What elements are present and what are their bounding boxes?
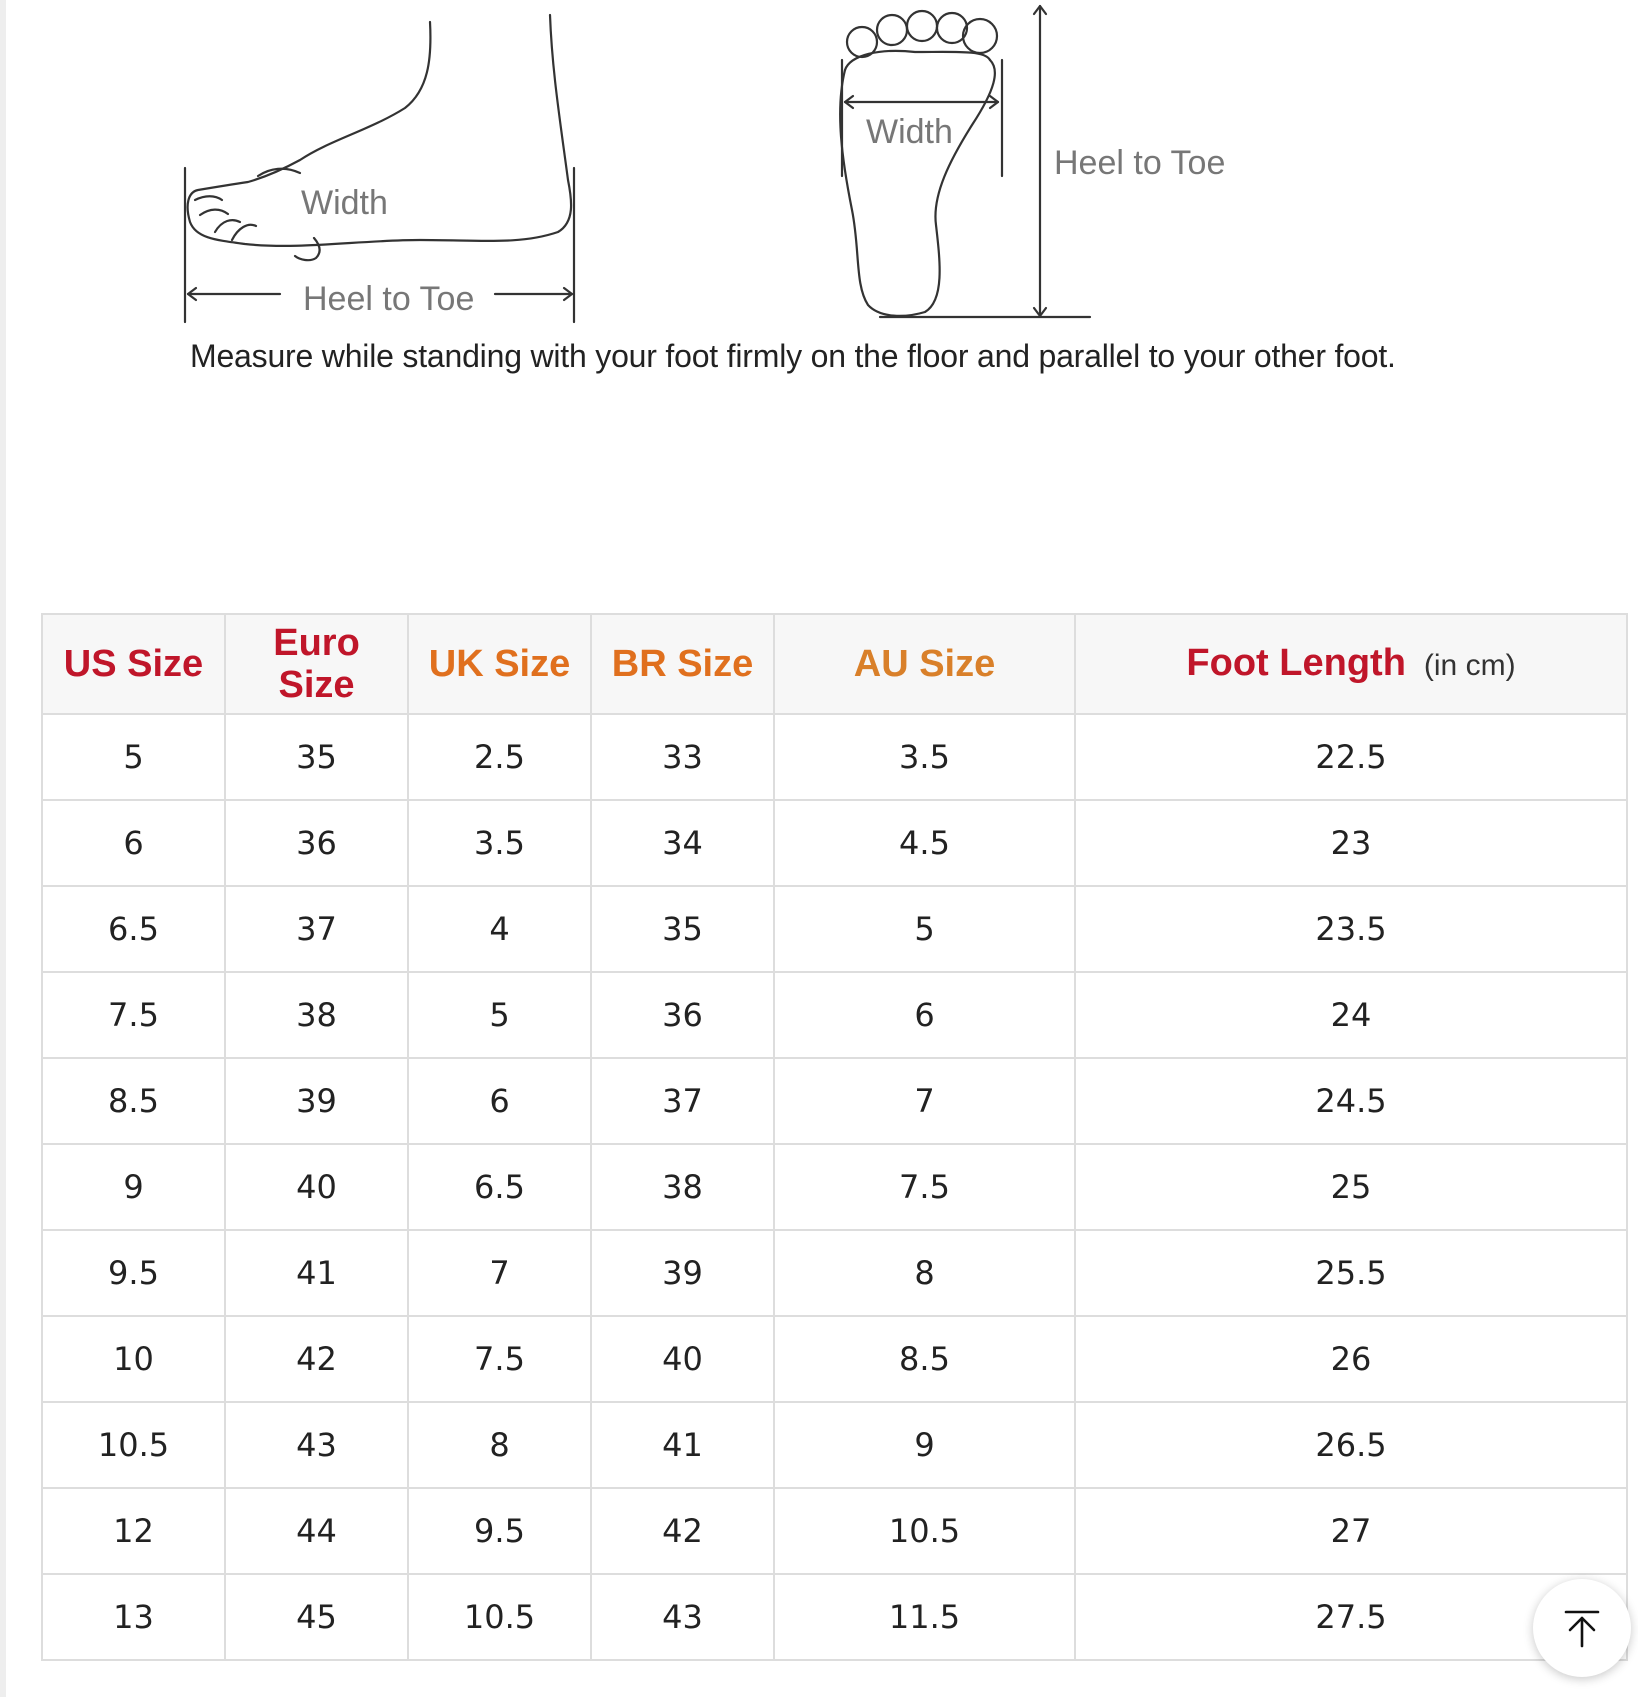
cell-br-size: 36 (591, 972, 774, 1058)
cell-euro-size: 43 (225, 1402, 408, 1488)
sole-width-label: Width (866, 113, 953, 151)
header-euro-line2: Size (278, 664, 355, 706)
cell-euro-size: 38 (225, 972, 408, 1058)
cell-br-size: 41 (591, 1402, 774, 1488)
cell-euro-size: 44 (225, 1488, 408, 1574)
table-row (42, 1058, 1627, 1144)
side-heel-to-toe-label: Heel to Toe (303, 280, 475, 318)
cell-euro-size: 40 (225, 1144, 408, 1230)
cell-euro-size: 45 (225, 1574, 408, 1660)
cell-us-size: 5 (42, 714, 225, 800)
table-row (42, 1316, 1627, 1402)
cell-au-size: 11.5 (774, 1574, 1075, 1660)
cell-foot-length: 23 (1075, 800, 1627, 886)
table-row (42, 800, 1627, 886)
table-row (42, 1574, 1627, 1660)
cell-uk-size: 2.5 (408, 714, 591, 800)
cell-foot-length: 24 (1075, 972, 1627, 1058)
size-chart-table (41, 613, 1628, 1661)
cell-uk-size: 6.5 (408, 1144, 591, 1230)
cell-uk-size: 8 (408, 1402, 591, 1488)
header-au-size: AU Size (774, 614, 1075, 714)
cell-euro-size: 36 (225, 800, 408, 886)
cell-uk-size: 3.5 (408, 800, 591, 886)
table-row (42, 1230, 1627, 1316)
cell-foot-length: 23.5 (1075, 886, 1627, 972)
table-header-row (42, 614, 1627, 714)
cell-br-size: 33 (591, 714, 774, 800)
header-foot-length (1075, 614, 1627, 714)
cell-euro-size: 37 (225, 886, 408, 972)
header-foot-length-unit: (in cm) (1423, 648, 1516, 682)
cell-us-size: 9.5 (42, 1230, 225, 1316)
cell-uk-size: 10.5 (408, 1574, 591, 1660)
cell-foot-length: 27.5 (1075, 1574, 1627, 1660)
cell-br-size: 42 (591, 1488, 774, 1574)
cell-br-size: 39 (591, 1230, 774, 1316)
cell-au-size: 9 (774, 1402, 1075, 1488)
cell-us-size: 10.5 (42, 1402, 225, 1488)
table-row (42, 1488, 1627, 1574)
cell-us-size: 13 (42, 1574, 225, 1660)
cell-foot-length: 24.5 (1075, 1058, 1627, 1144)
cell-au-size: 6 (774, 972, 1075, 1058)
cell-foot-length: 22.5 (1075, 714, 1627, 800)
cell-br-size: 34 (591, 800, 774, 886)
cell-euro-size: 42 (225, 1316, 408, 1402)
cell-us-size: 10 (42, 1316, 225, 1402)
cell-us-size: 6 (42, 800, 225, 886)
cell-br-size: 35 (591, 886, 774, 972)
table-row (42, 886, 1627, 972)
cell-foot-length: 26.5 (1075, 1402, 1627, 1488)
cell-br-size: 38 (591, 1144, 774, 1230)
cell-uk-size: 6 (408, 1058, 591, 1144)
cell-us-size: 8.5 (42, 1058, 225, 1144)
header-foot-length-label: Foot Length (1186, 641, 1406, 684)
cell-foot-length: 26 (1075, 1316, 1627, 1402)
cell-au-size: 7 (774, 1058, 1075, 1144)
cell-foot-length: 25 (1075, 1144, 1627, 1230)
cell-uk-size: 4 (408, 886, 591, 972)
cell-br-size: 43 (591, 1574, 774, 1660)
cell-au-size: 3.5 (774, 714, 1075, 800)
sole-heel-to-toe-label: Heel to Toe (1054, 144, 1226, 182)
header-us-size: US Size (42, 614, 225, 714)
cell-euro-size: 39 (225, 1058, 408, 1144)
arrow-up-to-top-icon (1560, 1606, 1604, 1650)
cell-us-size: 7.5 (42, 972, 225, 1058)
cell-uk-size: 5 (408, 972, 591, 1058)
header-euro-size (225, 614, 408, 714)
table-row (42, 1144, 1627, 1230)
cell-us-size: 6.5 (42, 886, 225, 972)
cell-us-size: 9 (42, 1144, 225, 1230)
cell-br-size: 37 (591, 1058, 774, 1144)
table-row (42, 972, 1627, 1058)
cell-uk-size: 7.5 (408, 1316, 591, 1402)
header-br-size: BR Size (591, 614, 774, 714)
cell-euro-size: 35 (225, 714, 408, 800)
cell-au-size: 7.5 (774, 1144, 1075, 1230)
cell-foot-length: 27 (1075, 1488, 1627, 1574)
size-table-body (42, 714, 1627, 1660)
cell-au-size: 4.5 (774, 800, 1075, 886)
cell-foot-length: 25.5 (1075, 1230, 1627, 1316)
header-euro-line1: Euro (273, 622, 360, 664)
table-row (42, 714, 1627, 800)
cell-euro-size: 41 (225, 1230, 408, 1316)
cell-au-size: 8.5 (774, 1316, 1075, 1402)
cell-au-size: 8 (774, 1230, 1075, 1316)
table-row (42, 1402, 1627, 1488)
cell-au-size: 5 (774, 886, 1075, 972)
header-uk-size: UK Size (408, 614, 591, 714)
measure-instruction: Measure while standing with your foot firmly on the floor and parallel to your other foot. (190, 338, 1396, 374)
cell-au-size: 10.5 (774, 1488, 1075, 1574)
cell-br-size: 40 (591, 1316, 774, 1402)
cell-uk-size: 7 (408, 1230, 591, 1316)
side-width-label: Width (301, 184, 388, 222)
back-to-top-button[interactable] (1533, 1579, 1631, 1677)
cell-us-size: 12 (42, 1488, 225, 1574)
cell-uk-size: 9.5 (408, 1488, 591, 1574)
